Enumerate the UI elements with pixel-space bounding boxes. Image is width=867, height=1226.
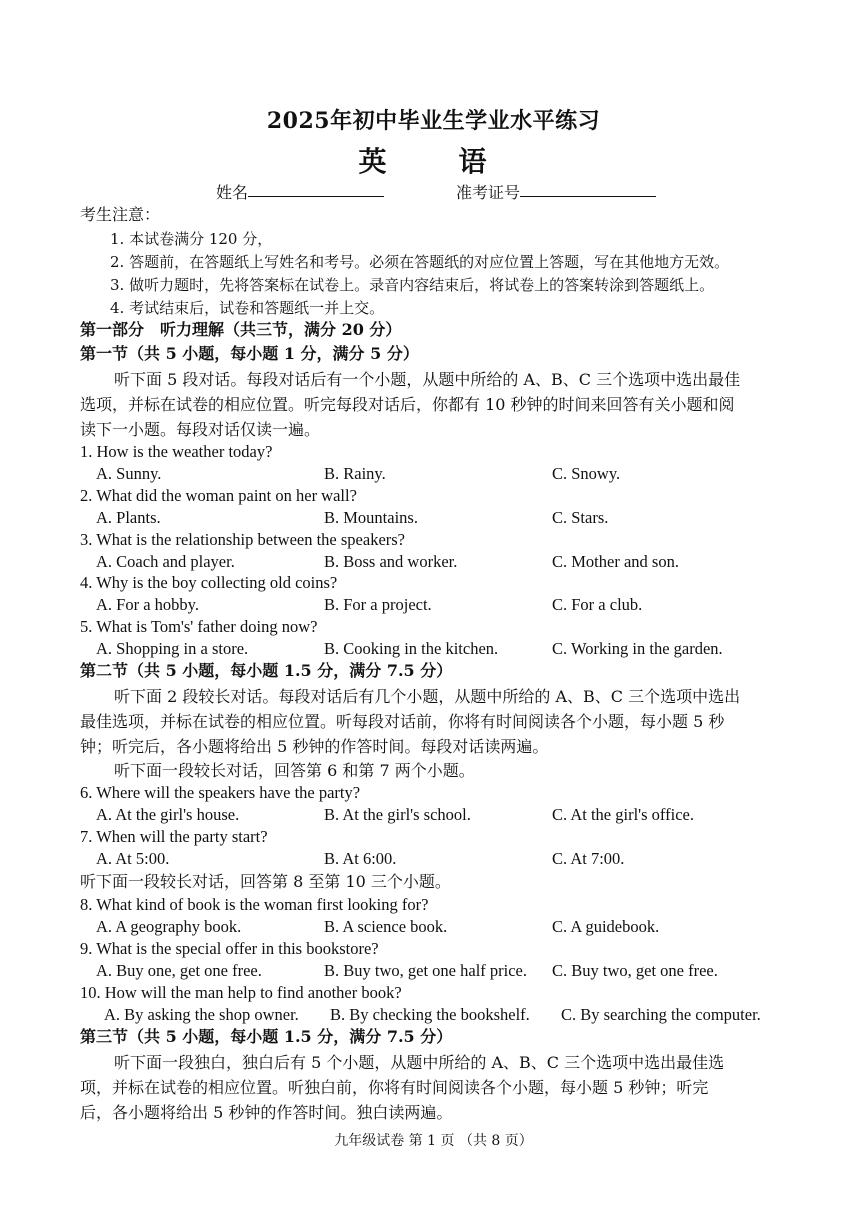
option-c[interactable]: C. By searching the computer.: [561, 1005, 761, 1024]
notice-item: 3. 做听力题时，先将答案标在试卷上。录音内容结束后，将试卷上的答案转涂到答题纸上。: [110, 276, 715, 294]
question-stem: 5. What is Tom's' father doing now?: [80, 617, 318, 636]
option-c[interactable]: C. For a club.: [552, 595, 643, 614]
name-field[interactable]: [216, 180, 248, 203]
section2-instruction: 最佳选项，并标在试卷的相应位置。听每段对话前，你将有时间阅读各个小题，每小题 5 秒: [80, 712, 725, 731]
option-c[interactable]: C. At the girl's office.: [552, 805, 694, 824]
section1-heading: 第一节（共 5 小题，每小题 1 分，满分 5 分）: [80, 344, 419, 363]
name-blank[interactable]: [248, 180, 384, 197]
option-c[interactable]: C. Buy two, get one free.: [552, 961, 718, 980]
option-c[interactable]: C. A guidebook.: [552, 917, 660, 936]
option-b[interactable]: B. At the girl's school.: [324, 805, 471, 824]
option-b[interactable]: B. Buy two, get one half price.: [324, 961, 527, 980]
section3-instruction: 听下面一段独白，独白后有 5 个小题，从题中所给的 A、B、C 三个选项中选出最佳选: [114, 1053, 725, 1072]
option-a[interactable]: A. By asking the shop owner.: [104, 1005, 299, 1024]
option-a[interactable]: A. For a hobby.: [96, 595, 199, 614]
option-a[interactable]: A. Plants.: [96, 508, 161, 527]
option-a[interactable]: A. Shopping in a store.: [96, 639, 249, 658]
exam-title: 2025年初中毕业生学业水平练习: [266, 108, 601, 134]
option-b[interactable]: B. Mountains.: [324, 508, 418, 527]
option-c[interactable]: C. Mother and son.: [552, 552, 679, 571]
section1-instruction: 读下一小题。每段对话仅读一遍。: [80, 420, 321, 439]
dialog1-intro: 听下面一段较长对话，回答第 6 和第 7 两个小题。: [114, 761, 475, 780]
part1-heading: 第一部分 听力理解（共三节，满分 20 分）: [80, 320, 402, 339]
question-stem: 4. Why is the boy collecting old coins?: [80, 573, 338, 592]
option-a[interactable]: A. Sunny.: [96, 464, 162, 483]
option-c[interactable]: C. Snowy.: [552, 464, 621, 483]
candidate-id-field[interactable]: [456, 180, 520, 203]
option-c[interactable]: C. At 7:00.: [552, 849, 625, 868]
question-stem: 2. What did the woman paint on her wall?: [80, 486, 357, 505]
option-a[interactable]: A. Buy one, get one free.: [96, 961, 262, 980]
option-b[interactable]: B. By checking the bookshelf.: [330, 1005, 530, 1024]
name-label: 姓名: [216, 183, 249, 202]
option-a[interactable]: A. At 5:00.: [96, 849, 170, 868]
candidate-id-blank[interactable]: [520, 180, 656, 197]
option-b[interactable]: B. Boss and worker.: [324, 552, 458, 571]
section2-instruction: 钟；听完后，各小题将给出 5 秒钟的作答时间。每段对话读两遍。: [80, 737, 549, 756]
option-c[interactable]: C. Working in the garden.: [552, 639, 723, 658]
option-b[interactable]: B. At 6:00.: [324, 849, 397, 868]
notice-item: 1. 本试卷满分 120 分，: [110, 230, 273, 248]
option-b[interactable]: B. For a project.: [324, 595, 432, 614]
option-a[interactable]: A. At the girl's house.: [96, 805, 240, 824]
question-stem: 7. When will the party start?: [80, 827, 268, 846]
section3-instruction: 项，并标在试卷的相应位置。听独白前，你将有时间阅读各个小题，每小题 5 秒钟；听完: [80, 1078, 709, 1097]
dialog2-intro: 听下面一段较长对话，回答第 8 至第 10 三个小题。: [80, 872, 451, 891]
option-a[interactable]: A. Coach and player.: [96, 552, 235, 571]
subject-title: 英 语: [358, 145, 509, 178]
question-stem: 6. Where will the speakers have the party?: [80, 783, 361, 802]
page-footer: 九年级试卷 第 1 页 （共 8 页）: [334, 1133, 533, 1149]
notice-item: 2. 答题前，在答题纸上写姓名和考号。必须在答题纸的对应位置上答题，写在其他地方无效。: [110, 253, 730, 271]
question-stem: 1. How is the weather today?: [80, 442, 273, 461]
section3-instruction: 后，各小题将给出 5 秒钟的作答时间。独白读两遍。: [80, 1103, 453, 1122]
option-b[interactable]: B. A science book.: [324, 917, 448, 936]
option-a[interactable]: A. A geography book.: [96, 917, 242, 936]
question-stem: 9. What is the special offer in this bookstore?: [80, 939, 379, 958]
question-stem: 8. What kind of book is the woman first looking for?: [80, 895, 429, 914]
question-stem: 10. How will the man help to find another book?: [80, 983, 402, 1002]
notice-item: 4. 考试结束后，试卷和答题纸一并上交。: [110, 299, 385, 317]
option-b[interactable]: B. Rainy.: [324, 464, 386, 483]
notice-heading: 考生注意：: [80, 205, 161, 224]
section1-instruction: 听下面 5 段对话。每段对话后有一个小题，从题中所给的 A、B、C 三个选项中选出最佳: [114, 370, 741, 389]
question-stem: 3. What is the relationship between the speakers?: [80, 530, 406, 549]
option-b[interactable]: B. Cooking in the kitchen.: [324, 639, 499, 658]
section2-heading: 第二节（共 5 小题，每小题 1.5 分，满分 7.5 分）: [80, 661, 453, 680]
candidate-id-label: 准考证号: [456, 183, 521, 202]
section2-instruction: 听下面 2 段较长对话。每段对话后有几个小题，从题中所给的 A、B、C 三个选项中选出: [114, 687, 741, 706]
option-c[interactable]: C. Stars.: [552, 508, 609, 527]
section1-instruction: 选项，并标在试卷的相应位置。听完每段对话后，你都有 10 秒钟的时间来回答有关小题和阅: [80, 395, 735, 414]
section3-heading: 第三节（共 5 小题，每小题 1.5 分，满分 7.5 分）: [80, 1027, 453, 1046]
